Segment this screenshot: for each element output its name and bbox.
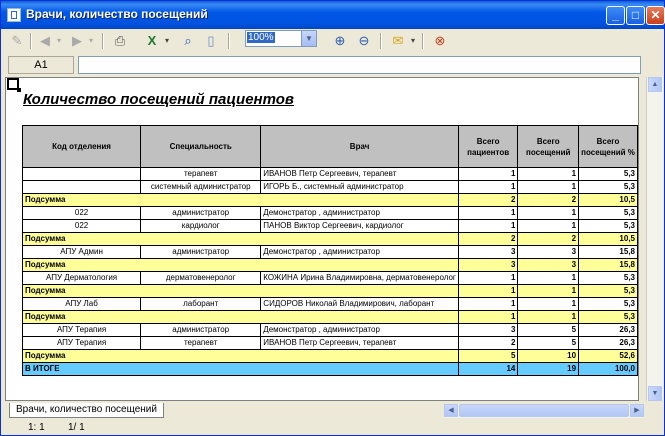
cell-patients: 1	[458, 181, 518, 194]
header-percent: Всего посещений %	[579, 126, 638, 168]
cell-percent: 5,3	[579, 220, 638, 233]
cell-visits: 3	[518, 246, 579, 259]
cell-visits: 19	[518, 363, 579, 376]
report-table	[22, 125, 638, 376]
cell-code: АПУ Дерматология	[23, 272, 141, 285]
preview-icon[interactable]: ⌕	[184, 33, 192, 48]
cell-visits: 1	[518, 311, 579, 324]
cell-patients: 1	[458, 272, 518, 285]
cell-percent: 100,0	[579, 363, 638, 376]
cell-percent: 5,3	[579, 181, 638, 194]
cell-code: 022	[23, 207, 141, 220]
status-position: 1: 1	[28, 422, 45, 433]
formula-bar	[8, 56, 641, 74]
header-patients: Всего пациентов	[458, 126, 518, 168]
scroll-left-icon[interactable]: ◀	[444, 404, 458, 417]
cell-visits: 1	[518, 285, 579, 298]
cell-patients: 3	[458, 324, 518, 337]
cell-percent: 26,3	[579, 324, 638, 337]
zoom-out-icon[interactable]: ⊖	[358, 33, 370, 48]
cell-code	[23, 168, 141, 181]
cell-doctor: ИГОРЬ Б., системный администратор	[261, 181, 459, 194]
cell-specialty: администратор	[141, 246, 261, 259]
cell-patients: 1	[458, 298, 518, 311]
cell-patients: 2	[458, 194, 518, 207]
cell-patients: 1	[458, 207, 518, 220]
cell-patients: 1	[458, 285, 518, 298]
toolbar-separator	[422, 33, 424, 49]
grand-total-row	[23, 363, 638, 376]
cell-percent: 5,3	[579, 207, 638, 220]
cell-specialty: кардиолог	[141, 220, 261, 233]
cell-percent: 15,8	[579, 246, 638, 259]
toolbar-separator	[228, 33, 230, 49]
cell-percent: 10,5	[579, 194, 638, 207]
cell-visits: 5	[518, 337, 579, 350]
report-title: Количество посещений пациентов	[23, 91, 294, 108]
cell-visits: 1	[518, 298, 579, 311]
exit-icon[interactable]: ⊗	[434, 33, 446, 48]
cell-specialty: терапевт	[141, 337, 261, 350]
cell-visits: 5	[518, 324, 579, 337]
cell-percent: 5,3	[579, 285, 638, 298]
back-dropdown-icon[interactable]: ▾	[56, 36, 61, 45]
header-visits: Всего посещений	[518, 126, 579, 168]
cell-patients: 1	[458, 168, 518, 181]
cell-row-label: В ИТОГЕ	[23, 363, 459, 376]
status-pages: 1/ 1	[68, 422, 85, 433]
cell-visits: 10	[518, 350, 579, 363]
cell-percent: 52,6	[579, 350, 638, 363]
cell-patients: 1	[458, 311, 518, 324]
print-icon[interactable]: ⎙	[114, 33, 126, 48]
toolbar	[2, 29, 663, 51]
scroll-up-icon[interactable]: ▲	[648, 77, 662, 92]
cell-percent: 5,3	[579, 272, 638, 285]
cell-row-label: Подсумма	[23, 285, 459, 298]
edit-icon[interactable]: ✎	[11, 33, 23, 48]
cell-specialty: терапевт	[141, 168, 261, 181]
table-row	[23, 298, 638, 311]
cell-percent: 26,3	[579, 337, 638, 350]
zoom-value: 100%	[248, 32, 274, 43]
cell-percent: 15,8	[579, 259, 638, 272]
excel-export-icon[interactable]: X	[147, 33, 157, 48]
cell-code: АПУ Терапия	[23, 337, 141, 350]
forward-dropdown-icon[interactable]: ▾	[88, 36, 93, 45]
back-icon[interactable]: ◀	[40, 33, 50, 48]
cell-doctor: КОЖИНА Ирина Владимировна, дерматовенеролог	[261, 272, 459, 285]
cell-reference[interactable]: A1	[8, 56, 74, 74]
app-icon	[7, 8, 21, 22]
zoom-in-icon[interactable]: ⊕	[334, 33, 346, 48]
table-row	[23, 337, 638, 350]
scroll-down-icon[interactable]: ▼	[648, 386, 662, 401]
cell-percent: 5,3	[579, 298, 638, 311]
table-row	[23, 272, 638, 285]
cell-specialty: лаборант	[141, 298, 261, 311]
forward-icon[interactable]: ▶	[72, 33, 82, 48]
cell-row-label: Подсумма	[23, 259, 459, 272]
vertical-scrollbar[interactable]	[646, 77, 663, 401]
cell-percent: 10,5	[579, 233, 638, 246]
cell-row-label: Подсумма	[23, 350, 459, 363]
subtotal-row	[23, 350, 638, 363]
cell-patients: 3	[458, 259, 518, 272]
cell-patients: 2	[458, 233, 518, 246]
cell-visits: 1	[518, 220, 579, 233]
toolbar-separator	[30, 33, 32, 49]
table-row	[23, 220, 638, 233]
mail-dropdown-icon[interactable]: ▾	[410, 36, 415, 45]
cell-doctor: Демонстратор , администратор	[261, 207, 459, 220]
subtotal-row	[23, 194, 638, 207]
maximize-button[interactable]: □	[626, 6, 645, 25]
cell-visits: 1	[518, 181, 579, 194]
sheet-tab[interactable]: Врачи, количество посещений	[9, 403, 164, 418]
cell-code: АПУ Админ	[23, 246, 141, 259]
cell-row-label: Подсумма	[23, 194, 459, 207]
cell-doctor: ПАНОВ Виктор Сергеевич, кардиолог	[261, 220, 459, 233]
minimize-button[interactable]: _	[606, 6, 625, 25]
cell-visits: 1	[518, 272, 579, 285]
cell-code: АПУ Лаб	[23, 298, 141, 311]
cell-visits: 3	[518, 259, 579, 272]
title-bar[interactable]	[1, 1, 664, 29]
toolbar-separator	[380, 33, 382, 49]
table-row	[23, 168, 638, 181]
cell-specialty: дерматовенеролог	[141, 272, 261, 285]
cell-visits: 1	[518, 168, 579, 181]
formula-input[interactable]	[78, 56, 641, 74]
cell-specialty: системный администратор	[141, 181, 261, 194]
table-row	[23, 181, 638, 194]
report-sheet[interactable]	[5, 77, 639, 401]
window-title: Врачи, количество посещений	[26, 7, 208, 21]
table-header-row	[23, 126, 638, 168]
cell-visits: 2	[518, 233, 579, 246]
mail-icon[interactable]: ✉	[392, 33, 404, 48]
cell-doctor: Демонстратор , администратор	[261, 246, 459, 259]
cell-specialty: администратор	[141, 324, 261, 337]
cell-doctor: ИВАНОВ Петр Сергеевич, терапевт	[261, 168, 459, 181]
chevron-down-icon[interactable]: ▼	[301, 31, 316, 46]
scroll-thumb[interactable]	[459, 404, 629, 417]
subtotal-row	[23, 259, 638, 272]
cell-percent: 5,3	[579, 311, 638, 324]
cell-doctor: ИВАНОВ Петр Сергеевич, терапевт	[261, 337, 459, 350]
header-code: Код отделения	[23, 126, 141, 168]
cell-patients: 1	[458, 220, 518, 233]
cell-patients: 14	[458, 363, 518, 376]
cell-code: 022	[23, 220, 141, 233]
cell-patients: 3	[458, 246, 518, 259]
page-icon[interactable]: ▯	[207, 33, 215, 48]
subtotal-row	[23, 285, 638, 298]
cell-patients: 5	[458, 350, 518, 363]
cell-patients: 2	[458, 337, 518, 350]
subtotal-row	[23, 233, 638, 246]
cell-row-label: Подсумма	[23, 311, 459, 324]
cell-code	[23, 181, 141, 194]
scroll-right-icon[interactable]: ▶	[630, 404, 644, 417]
cell-specialty: администратор	[141, 207, 261, 220]
cell-percent: 5,3	[579, 168, 638, 181]
toolbar-separator	[102, 33, 104, 49]
cell-cursor	[7, 78, 19, 90]
cell-visits: 1	[518, 207, 579, 220]
cell-row-label: Подсумма	[23, 233, 459, 246]
cell-doctor: СИДОРОВ Николай Владимирович, лаборант	[261, 298, 459, 311]
cell-doctor: Демонстратор , администратор	[261, 324, 459, 337]
cell-visits: 2	[518, 194, 579, 207]
table-row	[23, 207, 638, 220]
status-bar	[2, 420, 663, 435]
header-doctor: Врач	[261, 126, 459, 168]
close-button[interactable]: ✕	[646, 6, 665, 25]
header-specialty: Специальность	[141, 126, 261, 168]
subtotal-row	[23, 311, 638, 324]
table-row	[23, 246, 638, 259]
horizontal-scrollbar[interactable]	[444, 404, 644, 418]
zoom-select[interactable]	[245, 30, 317, 47]
table-row	[23, 324, 638, 337]
cell-code: АПУ Терапия	[23, 324, 141, 337]
export-dropdown-icon[interactable]: ▾	[164, 36, 169, 45]
